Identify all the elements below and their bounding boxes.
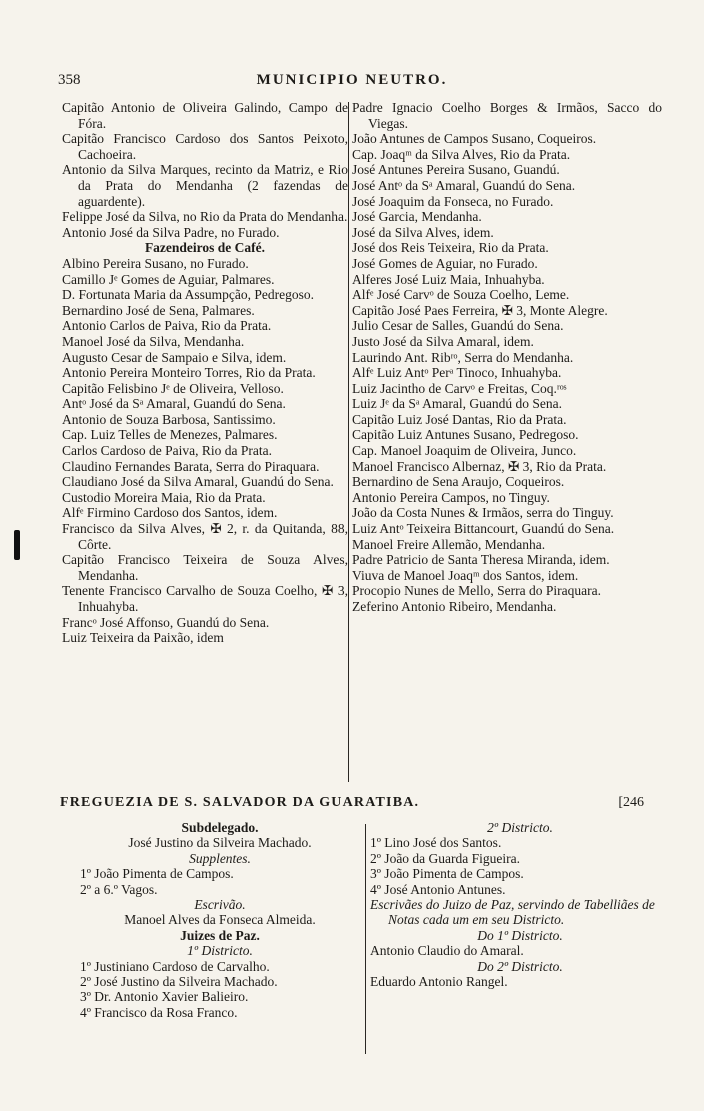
list-item: Albino Pereira Susano, no Furado. — [62, 255, 249, 271]
section-line: Do 1º Districto. — [477, 927, 563, 943]
section-column-divider — [365, 824, 366, 1054]
section-line: 1º Justiniano Cardoso de Carvalho. — [80, 958, 270, 974]
list-item: Luiz Antᵒ Teixeira Bittancourt, Guandú do Sena. — [352, 521, 615, 537]
section-line: 2º João da Guarda Figueira. — [370, 850, 521, 866]
list-item: Capitão Francisco Cardoso dos Santos Peixoto, Cachoeira. — [62, 131, 348, 162]
list-item: Luiz Jᵉ da Sᵃ Amaral, Guandú do Sena. — [352, 396, 562, 412]
list-item: Bernardino de Sena Araujo, Coqueiros. — [352, 474, 565, 490]
list-item: D. Fortunata Maria da Assumpção, Pedregoso. — [62, 287, 314, 303]
ink-blot — [14, 530, 20, 560]
list-item: Padre Patricio de Santa Theresa Miranda, idem. — [352, 552, 610, 568]
section-line: 2º a 6.º Vagos. — [80, 881, 158, 897]
left-column — [62, 100, 348, 646]
list-item: Camillo Jᵉ Gomes de Aguiar, Palmares. — [62, 271, 275, 287]
list-item: Tenente Francisco Carvalho de Souza Coelho, ✠ 3, Inhuahyba. — [62, 583, 348, 614]
list-item: Manoel Freire Allemão, Mendanha. — [352, 536, 546, 552]
section-line: Escrivão. — [194, 897, 246, 913]
list-item: Procopio Nunes de Mello, Serra do Piraquara. — [352, 583, 601, 599]
list-item: Justo José da Silva Amaral, idem. — [352, 333, 534, 349]
list-item: Capitão Francisco Teixeira de Souza Alves, Mendanha. — [62, 552, 348, 583]
section-number: [246 — [618, 795, 644, 810]
list-item: Zeferino Antonio Ribeiro, Mendanha. — [352, 599, 557, 614]
section-line: 3º João Pimenta de Campos. — [370, 866, 524, 882]
section-line: Supplentes. — [189, 850, 251, 866]
section-line: 3º Dr. Antonio Xavier Balieiro. — [80, 989, 249, 1005]
list-item: Capitão Felisbino Jᵉ de Oliveira, Velloso. — [62, 380, 284, 396]
page-header — [52, 72, 652, 96]
list-item: Alfᵉ José Carvᵒ de Souza Coelho, Leme. — [352, 287, 570, 303]
list-item: Bernardino José de Sena, Palmares. — [62, 302, 255, 318]
list-item: Francisco da Silva Alves, ✠ 2, r. da Quitanda, 88, Côrte. — [62, 521, 348, 552]
section-line: 1º João Pimenta de Campos. — [80, 866, 234, 882]
list-item: Alferes José Luiz Maia, Inhuahyba. — [352, 271, 545, 287]
section-line: Do 2º Districto. — [477, 958, 563, 974]
section-line: Antonio Claudio do Amaral. — [370, 943, 524, 959]
section-right-column — [370, 820, 670, 989]
list-item: Antonio Pereira Campos, no Tinguy. — [352, 489, 550, 505]
list-item: Augusto Cesar de Sampaio e Silva, idem. — [62, 349, 287, 365]
section-line: 4º José Antonio Antunes. — [370, 881, 506, 897]
section-line: José Justino da Silveira Machado. — [128, 835, 312, 851]
list-item: Capitão José Paes Ferreira, ✠ 3, Monte Alegre. — [352, 302, 608, 318]
running-title: MUNICIPIO NEUTRO. — [256, 72, 448, 88]
list-item: José dos Reis Teixeira, Rio da Prata. — [352, 240, 549, 256]
list-item: Luiz Jacintho de Carvᵒ e Freitas, Coq.ʳᵒˢ — [352, 380, 567, 396]
list-item: Antonio de Souza Barbosa, Santissimo. — [62, 411, 276, 427]
list-item: Antonio da Silva Marques, recinto da Matriz, e Rio da Prata do Mendanha (2 fazendas de aguardente). — [62, 162, 348, 209]
page-number: 358 — [58, 72, 81, 88]
list-item: José Antᵒ da Sᵃ Amaral, Guandú do Sena. — [352, 177, 576, 193]
section-line: Eduardo Antonio Rangel. — [370, 974, 508, 990]
list-item: Julio Cesar de Salles, Guandú do Sena. — [352, 318, 564, 334]
list-item: Antonio José da Silva Padre, no Furado. — [62, 224, 280, 240]
list-item: Francᵒ José Affonso, Guandú do Sena. — [62, 614, 270, 630]
list-item: Viuva de Manoel Joaqᵐ dos Santos, idem. — [352, 567, 579, 583]
section-line: 4º Francisco da Rosa Franco. — [80, 1004, 238, 1020]
list-item: José Antunes Pereira Susano, Guandú. — [352, 162, 560, 178]
right-column — [352, 100, 662, 615]
section-line: 2º José Justino da Silveira Machado. — [80, 974, 278, 990]
section-title — [60, 795, 680, 811]
section-line: Subdelegado. — [181, 820, 259, 835]
list-item: Cap. Joaqᵐ da Silva Alves, Rio da Prata. — [352, 146, 571, 162]
list-item: Alfᵉ Luiz Antᵒ Perᵃ Tinoco, Inhuahyba. — [352, 365, 562, 381]
section-line: Juizes de Paz. — [180, 927, 260, 943]
section-line: 2º Districto. — [487, 820, 553, 835]
list-item: Antonio Carlos de Paiva, Rio da Prata. — [62, 318, 272, 334]
section-line: 1º Districto. — [187, 943, 253, 959]
listing-columns — [62, 100, 662, 786]
section-left-column — [80, 820, 360, 1020]
list-item: José Gomes de Aguiar, no Furado. — [352, 255, 538, 271]
list-item: João da Costa Nunes & Irmãos, serra do Tinguy. — [352, 505, 614, 521]
column-divider — [348, 102, 349, 782]
list-item: Antonio Pereira Monteiro Torres, Rio da Prata. — [62, 365, 316, 381]
list-item: Carlos Cardoso de Paiva, Rio da Prata. — [62, 443, 272, 459]
section-title-text: FREGUEZIA DE S. SALVADOR DA GUARATIBA. — [60, 795, 420, 810]
list-item: Manoel Francisco Albernaz, ✠ 3, Rio da Prata. — [352, 458, 607, 474]
section-line: 1º Lino José dos Santos. — [370, 835, 502, 851]
list-item: José Garcia, Mendanha. — [352, 209, 482, 225]
section-line: Escrivães do Juizo de Paz, servindo de Tabelliães de Notas cada um em seu Districto. — [370, 897, 655, 928]
list-item: Capitão Antonio de Oliveira Galindo, Campo de Fóra. — [62, 100, 348, 131]
section-columns — [80, 820, 680, 1060]
list-item: Capitão Luiz José Dantas, Rio da Prata. — [352, 411, 567, 427]
list-item: Antᵒ José da Sᵃ Amaral, Guandú do Sena. — [62, 396, 286, 412]
list-item: João Antunes de Campos Susano, Coqueiros. — [352, 131, 597, 147]
section-line: Manoel Alves da Fonseca Almeida. — [124, 912, 316, 928]
list-item: Claudiano José da Silva Amaral, Guandú do Sena. — [62, 474, 334, 490]
list-item: Claudino Fernandes Barata, Serra do Piraquara. — [62, 458, 320, 474]
list-item: Alfᵉ Firmino Cardoso dos Santos, idem. — [62, 505, 278, 521]
list-item: Laurindo Ant. Ribʳᵒ, Serra do Mendanha. — [352, 349, 574, 365]
list-item: Custodio Moreira Maia, Rio da Prata. — [62, 489, 266, 505]
list-item: Cap. Luiz Telles de Menezes, Palmares. — [62, 427, 278, 443]
list-item: Manoel José da Silva, Mendanha. — [62, 333, 245, 349]
list-item: Cap. Manoel Joaquim de Oliveira, Junco. — [352, 443, 577, 459]
list-item: Luiz Teixeira da Paixão, idem — [62, 630, 224, 646]
list-item: Felippe José da Silva, no Rio da Prata do Mendanha. — [62, 209, 348, 225]
section-heading: Fazendeiros de Café. — [144, 240, 266, 256]
list-item: José da Silva Alves, idem. — [352, 224, 494, 240]
list-item: José Joaquim da Fonseca, no Furado. — [352, 193, 554, 209]
list-item: Padre Ignacio Coelho Borges & Irmãos, Sacco do Viegas. — [352, 100, 662, 131]
list-item: Capitão Luiz Antunes Susano, Pedregoso. — [352, 427, 579, 443]
